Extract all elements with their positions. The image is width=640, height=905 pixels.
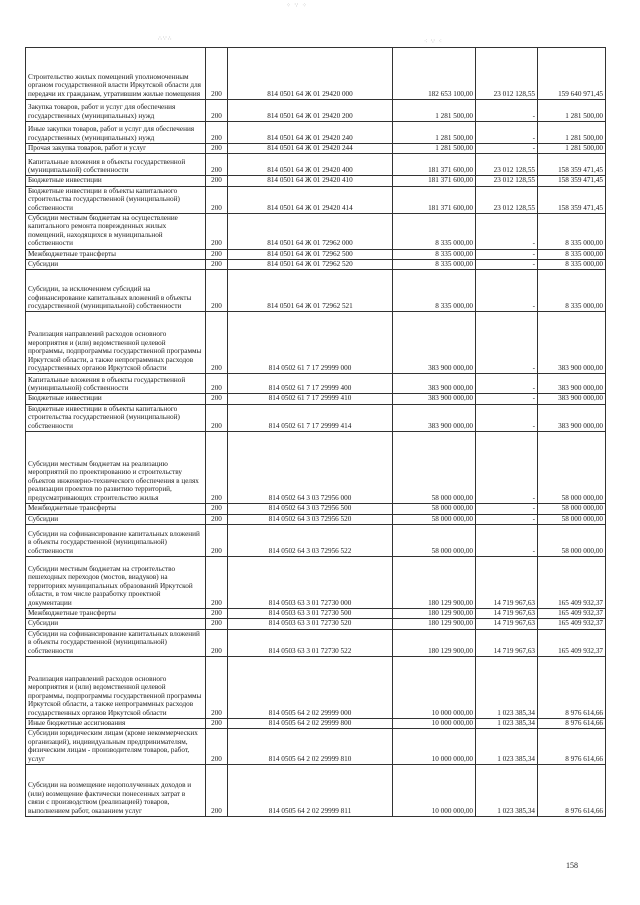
row-approved: 10 000 000,00 xyxy=(393,729,476,765)
row-name: Субсидии местным бюджетам на реализацию мероприятий по проектированию и строительству объектов инженерно-технического обеспечения в целях реализации проектов по развитию территорий, предусматривающих строительство жилья xyxy=(26,432,206,504)
row-code: 200 xyxy=(206,608,228,618)
row-name: Субсидии местным бюджетам на строительство пешеходных переходов (мостов, виадуков) на территориях муниципальных образований Иркутской области, в том числе разработку проектной документации xyxy=(26,556,206,608)
table-row xyxy=(26,312,606,374)
row-approved: 58 000 000,00 xyxy=(393,432,476,504)
row-unexecuted: 165 409 932,37 xyxy=(538,629,606,656)
row-executed: 14 719 967,63 xyxy=(476,629,538,656)
row-unexecuted: 58 000 000,00 xyxy=(538,432,606,504)
row-executed: 1 023 385,34 xyxy=(476,656,538,718)
row-name: Прочая закупка товаров, работ и услуг xyxy=(26,144,206,154)
row-executed: - xyxy=(476,260,538,270)
table-row xyxy=(26,432,606,504)
row-executed: - xyxy=(476,312,538,374)
table-row xyxy=(26,404,606,431)
row-code: 200 xyxy=(206,100,228,122)
row-name: Иные бюджетные ассигнования xyxy=(26,718,206,728)
row-kbk: 814 0502 61 7 17 29999 000 xyxy=(228,312,393,374)
scan-noise: ∴∵∴ xyxy=(158,36,173,42)
row-approved: 1 281 500,00 xyxy=(393,100,476,122)
row-name: Реализация направлений расходов основного мероприятия и (или) ведомственной целевой программы, подпрограммы государственной программы Иркутской области, а также непрограммных расходов государственных органов Иркутской области xyxy=(26,312,206,374)
row-kbk: 814 0505 64 2 02 29999 810 xyxy=(228,729,393,765)
row-code: 200 xyxy=(206,186,228,213)
row-approved: 180 129 900,00 xyxy=(393,619,476,629)
row-approved: 181 371 600,00 xyxy=(393,176,476,186)
row-unexecuted: 58 000 000,00 xyxy=(538,524,606,556)
row-approved: 181 371 600,00 xyxy=(393,154,476,176)
row-approved: 58 000 000,00 xyxy=(393,524,476,556)
row-name: Субсидии xyxy=(26,619,206,629)
row-code: 200 xyxy=(206,270,228,312)
row-name: Бюджетные инвестиции в объекты капитального строительства государственной (муниципальной) собственности xyxy=(26,404,206,431)
row-code: 200 xyxy=(206,154,228,176)
row-name: Межбюджетные трансферты xyxy=(26,249,206,259)
row-executed: 1 023 385,34 xyxy=(476,729,538,765)
row-unexecuted: 165 409 932,37 xyxy=(538,608,606,618)
table-row xyxy=(26,556,606,608)
row-executed: - xyxy=(476,514,538,524)
table-row xyxy=(26,718,606,728)
row-name: Закупка товаров, работ и услуг для обеспечения государственных (муниципальных) нужд xyxy=(26,100,206,122)
table-row xyxy=(26,514,606,524)
row-kbk: 814 0502 61 7 17 29999 410 xyxy=(228,394,393,404)
budget-table xyxy=(25,47,606,817)
row-unexecuted: 8 976 614,66 xyxy=(538,656,606,718)
table-row xyxy=(26,524,606,556)
row-code: 200 xyxy=(206,432,228,504)
row-name: Субсидии, за исключением субсидий на софинансирование капитальных вложений в объекты государственной (муниципальной) собственности xyxy=(26,270,206,312)
row-unexecuted: 158 359 471,45 xyxy=(538,186,606,213)
row-executed: - xyxy=(476,524,538,556)
row-kbk: 814 0501 64 Ж 01 72962 500 xyxy=(228,249,393,259)
scan-noise: ⁘ ∵ ⁘ xyxy=(286,3,308,9)
row-executed: - xyxy=(476,404,538,431)
row-kbk: 814 0501 64 Ж 01 29420 000 xyxy=(228,48,393,100)
row-code: 200 xyxy=(206,144,228,154)
row-approved: 10 000 000,00 xyxy=(393,718,476,728)
row-code: 200 xyxy=(206,656,228,718)
row-name: Субсидии юридическим лицам (кроме некоммерческих организаций), индивидуальным предпринимателям, физическим лицам - производителям товаров, работ, услуг xyxy=(26,729,206,765)
row-approved: 8 335 000,00 xyxy=(393,270,476,312)
row-code: 200 xyxy=(206,260,228,270)
row-approved: 383 900 000,00 xyxy=(393,394,476,404)
row-approved: 383 900 000,00 xyxy=(393,374,476,394)
row-code: 200 xyxy=(206,718,228,728)
row-approved: 181 371 600,00 xyxy=(393,186,476,213)
row-approved: 10 000 000,00 xyxy=(393,656,476,718)
row-name: Субсидии xyxy=(26,514,206,524)
table-row xyxy=(26,249,606,259)
row-executed: - xyxy=(476,270,538,312)
row-unexecuted: 165 409 932,37 xyxy=(538,619,606,629)
scan-noise: ⁖ ∵ ⁖ xyxy=(424,39,443,45)
row-name: Межбюджетные трансферты xyxy=(26,608,206,618)
row-unexecuted: 8 976 614,66 xyxy=(538,764,606,816)
row-kbk: 814 0503 63 3 01 72730 522 xyxy=(228,629,393,656)
row-code: 200 xyxy=(206,249,228,259)
row-unexecuted: 8 976 614,66 xyxy=(538,718,606,728)
row-approved: 1 281 500,00 xyxy=(393,144,476,154)
row-executed: - xyxy=(476,394,538,404)
budget-execution-table-page xyxy=(25,47,605,817)
row-executed: - xyxy=(476,144,538,154)
row-kbk: 814 0501 64 Ж 01 29420 410 xyxy=(228,176,393,186)
row-unexecuted: 1 281 500,00 xyxy=(538,144,606,154)
row-kbk: 814 0502 61 7 17 29999 414 xyxy=(228,404,393,431)
row-code: 200 xyxy=(206,524,228,556)
row-executed: 14 719 967,63 xyxy=(476,619,538,629)
row-executed: - xyxy=(476,249,538,259)
row-approved: 58 000 000,00 xyxy=(393,504,476,514)
row-kbk: 814 0502 64 3 03 72956 000 xyxy=(228,432,393,504)
table-row xyxy=(26,270,606,312)
row-approved: 180 129 900,00 xyxy=(393,629,476,656)
row-approved: 8 335 000,00 xyxy=(393,214,476,250)
table-row xyxy=(26,374,606,394)
row-code: 200 xyxy=(206,629,228,656)
table-row xyxy=(26,100,606,122)
row-executed: - xyxy=(476,504,538,514)
table-row xyxy=(26,186,606,213)
row-executed: 14 719 967,63 xyxy=(476,608,538,618)
row-code: 200 xyxy=(206,122,228,144)
row-approved: 383 900 000,00 xyxy=(393,312,476,374)
row-unexecuted: 159 640 971,45 xyxy=(538,48,606,100)
page-number: 158 xyxy=(566,861,578,870)
table-row xyxy=(26,394,606,404)
row-name: Бюджетные инвестиции в объекты капитального строительства государственной (муниципальной) собственности xyxy=(26,186,206,213)
row-approved: 182 653 100,00 xyxy=(393,48,476,100)
row-name: Капитальные вложения в объекты государственной (муниципальной) собственности xyxy=(26,374,206,394)
row-name: Межбюджетные трансферты xyxy=(26,504,206,514)
row-name: Субсидии местным бюджетам на осуществление капитального ремонта поврежденных жилых помещений, находящихся в муниципальной собственности xyxy=(26,214,206,250)
table-row xyxy=(26,176,606,186)
row-executed: 23 012 128,55 xyxy=(476,176,538,186)
row-kbk: 814 0501 64 Ж 01 29420 244 xyxy=(228,144,393,154)
row-kbk: 814 0501 64 Ж 01 72962 520 xyxy=(228,260,393,270)
table-row xyxy=(26,656,606,718)
row-name: Субсидии xyxy=(26,260,206,270)
row-code: 200 xyxy=(206,374,228,394)
row-kbk: 814 0503 63 3 01 72730 500 xyxy=(228,608,393,618)
row-executed: 23 012 128,55 xyxy=(476,48,538,100)
row-unexecuted: 1 281 500,00 xyxy=(538,122,606,144)
row-name: Строительство жилых помещений уполномоченным органом государственной власти Иркутской области для передачи их гражданам, утратившим жилые помещения xyxy=(26,48,206,100)
table-row xyxy=(26,260,606,270)
row-unexecuted: 1 281 500,00 xyxy=(538,100,606,122)
row-name: Бюджетные инвестиции xyxy=(26,394,206,404)
row-approved: 8 335 000,00 xyxy=(393,260,476,270)
row-kbk: 814 0505 64 2 02 29999 000 xyxy=(228,656,393,718)
row-unexecuted: 58 000 000,00 xyxy=(538,504,606,514)
row-executed: 23 012 128,55 xyxy=(476,186,538,213)
row-kbk: 814 0503 63 3 01 72730 520 xyxy=(228,619,393,629)
row-code: 200 xyxy=(206,729,228,765)
row-kbk: 814 0501 64 Ж 01 72962 521 xyxy=(228,270,393,312)
row-executed: - xyxy=(476,122,538,144)
row-code: 200 xyxy=(206,514,228,524)
row-unexecuted: 383 900 000,00 xyxy=(538,394,606,404)
table-row xyxy=(26,764,606,816)
row-unexecuted: 8 976 614,66 xyxy=(538,729,606,765)
row-kbk: 814 0505 64 2 02 29999 800 xyxy=(228,718,393,728)
row-approved: 383 900 000,00 xyxy=(393,404,476,431)
row-executed: 1 023 385,34 xyxy=(476,718,538,728)
row-executed: 14 719 967,63 xyxy=(476,556,538,608)
row-code: 200 xyxy=(206,394,228,404)
row-approved: 58 000 000,00 xyxy=(393,514,476,524)
row-name: Субсидии на софинансирование капитальных вложений в объекты государственной (муниципальной) собственности xyxy=(26,629,206,656)
row-code: 200 xyxy=(206,214,228,250)
row-code: 200 xyxy=(206,176,228,186)
table-body xyxy=(26,48,606,817)
row-unexecuted: 8 335 000,00 xyxy=(538,214,606,250)
table-row xyxy=(26,729,606,765)
row-kbk: 814 0501 64 Ж 01 29420 200 xyxy=(228,100,393,122)
row-code: 200 xyxy=(206,764,228,816)
row-kbk: 814 0502 64 3 03 72956 522 xyxy=(228,524,393,556)
row-name: Субсидии на возмещение недополученных доходов и (или) возмещение фактически понесенных затрат в связи с производством (реализацией) товаров, выполнением работ, оказанием услуг xyxy=(26,764,206,816)
row-unexecuted: 158 359 471,45 xyxy=(538,176,606,186)
table-row xyxy=(26,154,606,176)
row-executed: - xyxy=(476,100,538,122)
row-unexecuted: 383 900 000,00 xyxy=(538,312,606,374)
table-row xyxy=(26,214,606,250)
row-code: 200 xyxy=(206,404,228,431)
row-kbk: 814 0502 61 7 17 29999 400 xyxy=(228,374,393,394)
table-row xyxy=(26,48,606,100)
row-code: 200 xyxy=(206,504,228,514)
row-unexecuted: 383 900 000,00 xyxy=(538,374,606,394)
row-approved: 10 000 000,00 xyxy=(393,764,476,816)
row-kbk: 814 0505 64 2 02 29999 811 xyxy=(228,764,393,816)
row-code: 200 xyxy=(206,312,228,374)
row-approved: 8 335 000,00 xyxy=(393,249,476,259)
row-approved: 180 129 900,00 xyxy=(393,608,476,618)
row-kbk: 814 0503 63 3 01 72730 000 xyxy=(228,556,393,608)
row-kbk: 814 0501 64 Ж 01 29420 400 xyxy=(228,154,393,176)
row-kbk: 814 0502 64 3 03 72956 500 xyxy=(228,504,393,514)
table-row xyxy=(26,122,606,144)
table-row xyxy=(26,608,606,618)
row-unexecuted: 158 359 471,45 xyxy=(538,154,606,176)
row-code: 200 xyxy=(206,619,228,629)
row-executed: 1 023 385,34 xyxy=(476,764,538,816)
row-unexecuted: 8 335 000,00 xyxy=(538,249,606,259)
table-row xyxy=(26,619,606,629)
row-executed: 23 012 128,55 xyxy=(476,154,538,176)
row-name: Реализация направлений расходов основного мероприятия и (или) ведомственной целевой программы, подпрограммы государственной программы Иркутской области, а также непрограммных расходов государственных органов Иркутской области xyxy=(26,656,206,718)
row-executed: - xyxy=(476,432,538,504)
row-unexecuted: 383 900 000,00 xyxy=(538,404,606,431)
row-unexecuted: 8 335 000,00 xyxy=(538,270,606,312)
row-kbk: 814 0501 64 Ж 01 29420 240 xyxy=(228,122,393,144)
row-code: 200 xyxy=(206,48,228,100)
row-name: Иные закупки товаров, работ и услуг для обеспечения государственных (муниципальных) нужд xyxy=(26,122,206,144)
table-row xyxy=(26,504,606,514)
row-executed: - xyxy=(476,374,538,394)
row-kbk: 814 0501 64 Ж 01 29420 414 xyxy=(228,186,393,213)
row-approved: 1 281 500,00 xyxy=(393,122,476,144)
row-code: 200 xyxy=(206,556,228,608)
row-name: Бюджетные инвестиции xyxy=(26,176,206,186)
row-unexecuted: 8 335 000,00 xyxy=(538,260,606,270)
row-approved: 180 129 900,00 xyxy=(393,556,476,608)
row-name: Субсидии на софинансирование капитальных вложений в объекты государственной (муниципальной) собственности xyxy=(26,524,206,556)
row-kbk: 814 0502 64 3 03 72956 520 xyxy=(228,514,393,524)
row-name: Капитальные вложения в объекты государственной (муниципальной) собственности xyxy=(26,154,206,176)
row-unexecuted: 165 409 932,37 xyxy=(538,556,606,608)
row-kbk: 814 0501 64 Ж 01 72962 000 xyxy=(228,214,393,250)
row-executed: - xyxy=(476,214,538,250)
row-unexecuted: 58 000 000,00 xyxy=(538,514,606,524)
table-row xyxy=(26,629,606,656)
table-row xyxy=(26,144,606,154)
